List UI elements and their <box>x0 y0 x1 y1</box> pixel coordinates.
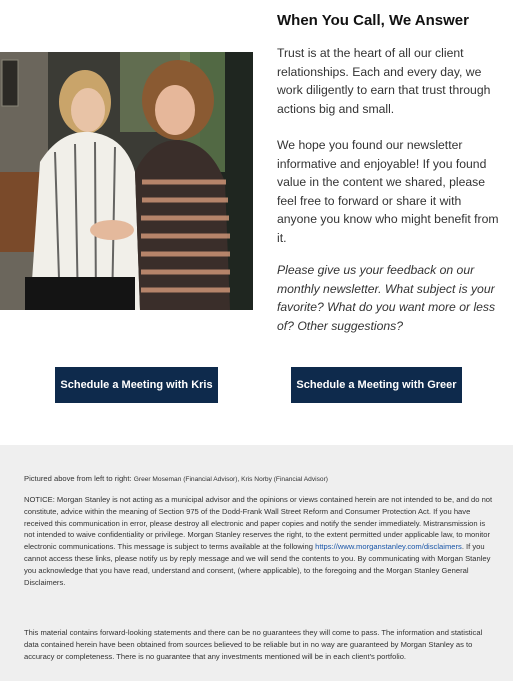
photo-caption-prefix: Pictured above from left to right: <box>24 474 134 483</box>
section-heading: When You Call, We Answer <box>277 12 469 29</box>
feedback-paragraph: Please give us your feedback on our monthly newsletter. What subject is your favorite? What do you want more or less of? Other suggestions? <box>277 263 496 333</box>
schedule-meeting-kris-button[interactable]: Schedule a Meeting with Kris <box>55 367 218 403</box>
trust-paragraph: Trust is at the heart of all our client relationships. Each and every day, we work diligently to earn that trust through actions big and small. <box>277 46 491 116</box>
notice-text-part2: . If you cannot access these links, please notify us by reply message and we will send the contents to you. By communicating with Morgan Stanley you acknowledge that you have read, understand and consent, (where applicable), to the foregoing and the Morgan Stanley General Disclaimers. <box>24 542 491 587</box>
disclaimers-link[interactable]: https://www.morganstanley.com/disclaimers <box>315 542 462 552</box>
forward-looking-paragraph: This material contains forward-looking statements and there can be no guarantees they will come to pass. The information and statistical data contained herein have been obtained from sources believed to be reliable but in no way are guaranteed by Morgan Stanley as to accuracy or completeness. There is no guarantee that any investments mentioned will be in each client's portfolio. <box>24 628 483 661</box>
notice-text-part1: NOTICE: Morgan Stanley is not acting as a municipal advisor and the opinions or views contained herein are not intended to be, and do not constitute, advice within the meaning of Section 975 of the Dodd-Frank Wall Street Reform and Consumer Protection Act. If you have received this communication in error, please destroy all electronic and paper copies and notify the sender immediately. Mistransmission is not intended to waive confidentiality or privilege. Morgan Stanley reserves the right, to the extent permitted under applicable law, to monitor electronic communications. This message is subject to terms available at the following <box>24 495 493 552</box>
photo-caption <box>24 473 494 486</box>
newsletter-paragraph: We hope you found our newsletter informative and enjoyable! If you found value in the content we shared, please feel free to forward or share it with anyone you know who might benefit from it. <box>277 138 499 245</box>
advisors-photo-illustration <box>0 52 253 310</box>
photo-caption-names: Greer Moseman (Financial Advisor), Kris Norby (Financial Advisor) <box>133 476 328 483</box>
notice-paragraph <box>24 494 494 588</box>
disclaimer-footer <box>0 445 513 681</box>
advisors-photo <box>0 52 253 310</box>
schedule-meeting-greer-button[interactable]: Schedule a Meeting with Greer <box>291 367 462 403</box>
